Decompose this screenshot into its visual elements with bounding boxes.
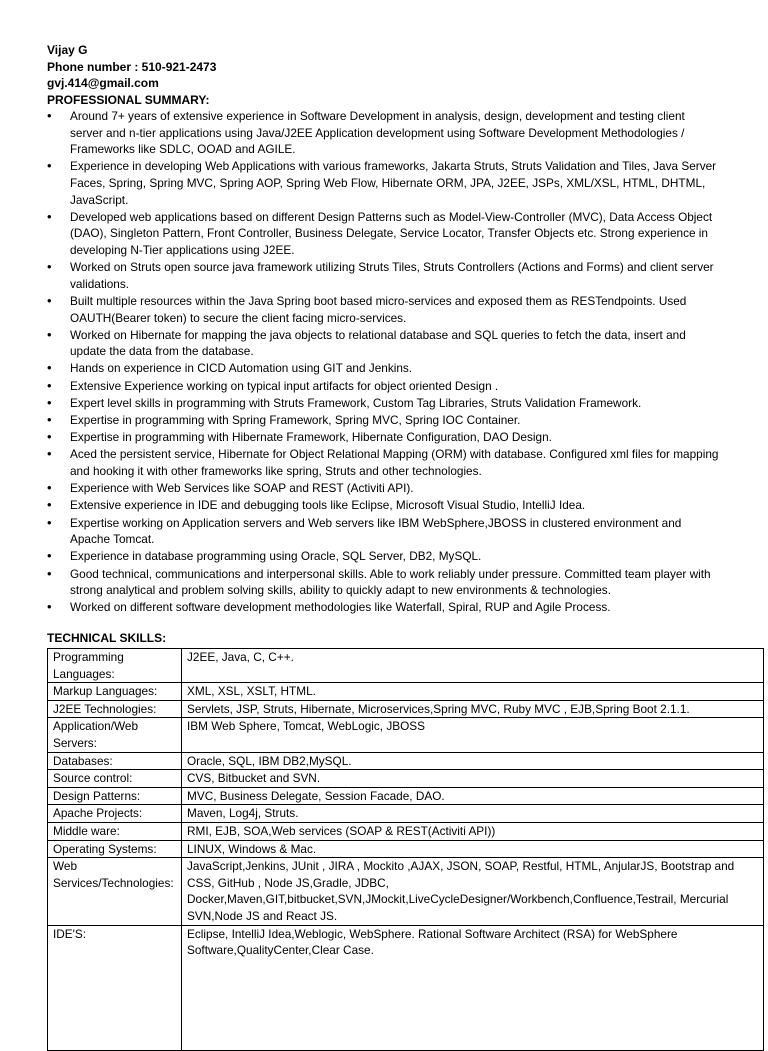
- summary-list: [47, 108, 719, 617]
- summary-item: • Hands on experience in CICD Automation using GIT and Jenkins.: [47, 360, 719, 377]
- skill-values: Oracle, SQL, IBM DB2,MySQL.: [182, 752, 764, 770]
- table-row: [48, 718, 764, 752]
- resume-header: [47, 42, 216, 108]
- table-row: [48, 683, 764, 701]
- table-row: [48, 700, 764, 718]
- summary-item: • Good technical, communications and interpersonal skills. Able to work reliably under pressure. Committed team player with strong analytical and problem solving skills, ability to quickly adapt to new environments & technologies.: [47, 566, 719, 599]
- skill-values: LINUX, Windows & Mac.: [182, 840, 764, 858]
- skill-values: Eclipse, IntelliJ Idea,Weblogic, WebSphere. Rational Software Architect (RSA) for WebSphere Software,QualityCenter,Clear Case.: [182, 925, 764, 1050]
- skill-values: XML, XSL, XSLT, HTML.: [182, 683, 764, 701]
- table-row: [48, 840, 764, 858]
- summary-item: • Experience in developing Web Applications with various frameworks, Jakarta Struts, Struts Validation and Tiles, Java Server Faces, Spring, Spring MVC, Spring AOP, Spring Web Flow, Hibernate ORM, JPA, J2EE, JSPs, XML/XSL, HTML, DHTML, JavaScript.: [47, 158, 719, 208]
- table-row: [48, 858, 764, 925]
- skill-category: J2EE Technologies:: [48, 700, 182, 718]
- summary-item: • Extensive Experience working on typical input artifacts for object oriented Design .: [47, 378, 719, 395]
- skill-category: Operating Systems:: [48, 840, 182, 858]
- skill-values: Maven, Log4j, Struts.: [182, 805, 764, 823]
- skill-category: Databases:: [48, 752, 182, 770]
- summary-item: • Extensive experience in IDE and debugging tools like Eclipse, Microsoft Visual Studio, IntelliJ Idea.: [47, 497, 719, 514]
- summary-item: • Experience with Web Services like SOAP and REST (Activiti API).: [47, 480, 719, 497]
- summary-item: • Around 7+ years of extensive experience in Software Development in analysis, design, development and testing client server and n-tier applications using Java/J2EE Application development using Software Development Methodologies / Frameworks like SDLC, OOAD and AGILE.: [47, 108, 719, 158]
- summary-item: • Expert level skills in programming with Struts Framework, Custom Tag Libraries, Struts Validation Framework.: [47, 395, 719, 412]
- summary-item: • Developed web applications based on different Design Patterns such as Model-View-Controller (MVC), Data Access Object (DAO), Singleton Pattern, Front Controller, Business Delegate, Service Locator, Transfer Objects etc. Strong experience in developing N-Tier applications using J2EE.: [47, 209, 719, 259]
- skill-category: Middle ware:: [48, 822, 182, 840]
- summary-item: • Expertise in programming with Hibernate Framework, Hibernate Configuration, DAO Design.: [47, 429, 719, 446]
- summary-item: • Expertise working on Application servers and Web servers like IBM WebSphere,JBOSS in clustered environment and Apache Tomcat.: [47, 515, 719, 548]
- skill-category: Markup Languages:: [48, 683, 182, 701]
- summary-item: • Worked on Struts open source java framework utilizing Struts Tiles, Struts Controllers (Actions and Forms) and client server validations.: [47, 259, 719, 292]
- skill-category: IDE'S:: [48, 925, 182, 1050]
- summary-item: • Worked on different software development methodologies like Waterfall, Spiral, RUP and Agile Process.: [47, 599, 719, 616]
- summary-item: • Built multiple resources within the Java Spring boot based micro-services and exposed them as RESTendpoints. Used OAUTH(Bearer token) to secure the client facing micro-services.: [47, 293, 719, 326]
- skill-values: MVC, Business Delegate, Session Facade, DAO.: [182, 787, 764, 805]
- skill-category: Application/Web Servers:: [48, 718, 182, 752]
- skill-category: Design Patterns:: [48, 787, 182, 805]
- skill-values: IBM Web Sphere, Tomcat, WebLogic, JBOSS: [182, 718, 764, 752]
- skill-values: Servlets, JSP, Struts, Hibernate, Microservices,Spring MVC, Ruby MVC , EJB,Spring Boot 2.1.1.: [182, 700, 764, 718]
- candidate-name: Vijay G: [47, 43, 88, 57]
- summary-item: • Experience in database programming using Oracle, SQL Server, DB2, MySQL.: [47, 548, 719, 565]
- summary-heading: PROFESSIONAL SUMMARY:: [47, 92, 210, 107]
- skill-values: JavaScript,Jenkins, JUnit , JIRA , Mockito ,AJAX, JSON, SOAP, Restful, HTML, AnjularJS, Bootstrap and CSS, GitHub , Node JS,Gradle, JDBC, Docker,Maven,GIT,bitbucket,SVN,JMockit,LiveCycleDesigner/Workbench,Confluence,Testrail, Mercurial SVN,Node JS and React JS.: [182, 858, 764, 925]
- table-row: [48, 787, 764, 805]
- skill-category: Web Services/Technologies:: [48, 858, 182, 925]
- skill-category: Programming Languages:: [48, 649, 182, 683]
- skill-values: CVS, Bitbucket and SVN.: [182, 770, 764, 788]
- skill-category: Apache Projects:: [48, 805, 182, 823]
- table-row: [48, 649, 764, 683]
- skill-values: RMI, EJB, SOA,Web services (SOAP & REST(Activiti API)): [182, 822, 764, 840]
- summary-item: • Expertise in programming with Spring Framework, Spring MVC, Spring IOC Container.: [47, 412, 719, 429]
- table-row: [48, 925, 764, 1050]
- skill-category: Source control:: [48, 770, 182, 788]
- summary-item: • Aced the persistent service, Hibernate for Object Relational Mapping (ORM) with database. Configured xml files for mapping and hooking it with other frameworks like spring, Struts and other technologies.: [47, 446, 719, 479]
- summary-item: • Worked on Hibernate for mapping the java objects to relational database and SQL queries to fetch the data, insert and update the data from the database.: [47, 327, 719, 360]
- table-row: [48, 822, 764, 840]
- table-row: [48, 752, 764, 770]
- table-row: [48, 805, 764, 823]
- technical-skills-table: [47, 648, 764, 1051]
- email-address: gvj.414@gmail.com: [47, 76, 159, 90]
- skill-values: J2EE, Java, C, C++.: [182, 649, 764, 683]
- phone-number: Phone number : 510-921-2473: [47, 59, 217, 74]
- technical-skills-heading: TECHNICAL SKILLS:: [47, 631, 167, 645]
- table-row: [48, 770, 764, 788]
